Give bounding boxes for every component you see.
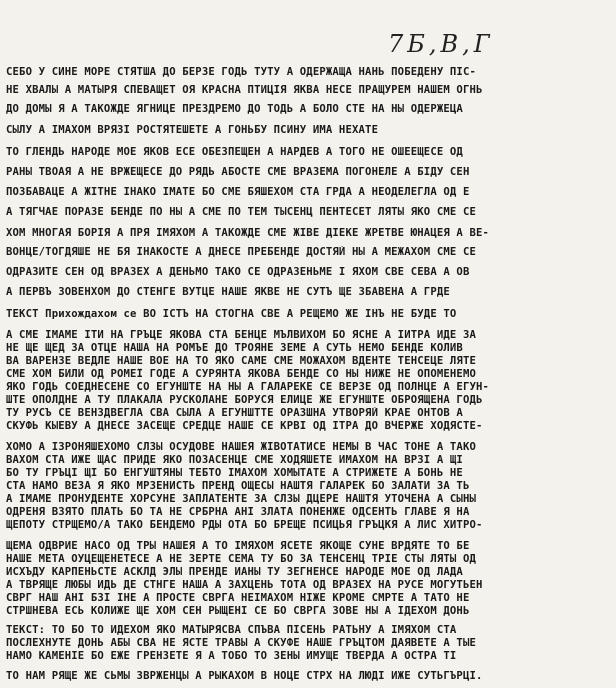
text-line: СВРГ НАШ АНІ БЗІ ІНЕ А ПРОСТЕ СВРГА НЕІМАХОМ НІЖЕ КРОМЕ СМРТЕ А ТАТО НЕ [6,592,470,604]
text-line: ХОМ МНОГАЯ БОРІЯ А ПРЯ ІМЯХОМ А ТАКОЖДЕ СМЕ ЖІВЕ ДІЕКЕ ЖРЕТВЕ ЮНАЦЕЯ А ВЕ- [6,227,490,239]
text-line: А ІМАМЕ ПРОНУДЕНТЕ ХОРСУНЕ ЗАПЛАТЕНТЕ ЗА СЛЗЫ ДЦЕРЕ НАШТЯ УТОЧЕНА А СЫНЫ [6,493,477,505]
text-line: А ПЕРВЪ ЗОВЕНХОМ ДО СТЕНГЕ ВУТЦЕ НАШЕ ЯКВЕ НЕ СУТЪ ЩЕ ЗБАВЕНА А ГРДЕ [6,286,450,298]
text-line: А ТВРЯЩЕ ЛЮБЫ ИДЬ ДЕ СТНГЕ НАША А ЗАХЦЕНЬ ТОТА ОД ВРАЗЕХ НА РУСЕ МОГУТЬЕН [6,579,483,591]
text-line: НЕ ЩЕ ЩЕД ЗА ОТЦЕ НАША НА РОМЪЕ ДО ТРОЯНЕ ЗЕМЕ А СУТЬ НЕМО БЕНДЕ КОЛИВ [6,342,463,354]
text-line: СМЕ ХОМ БИЛИ ОД РОМЕЇ ГОДЕ А СУРЯНТА ЯКОВА БЕНДЕ СО НЫ НИЖЕ НЕ ОПОМЕНЕМО [6,368,477,380]
text-line: ОДРЕНЯ ВЗЯТО ПЛАТЬ БО ТА НЕ СРБРНА АНІ ЗЛАТА ПОНЕНЖЕ ОДСЕНТЬ ГЛАВЕ Я НА [6,506,470,518]
text-line: СТРШНЕВА ЕСЬ КОЛИЖЕ ЩЕ ХОМ СЕН РЫЩЕНІ СЕ БО СВРГА ЗОВЕ НЫ А ІДЕХОМ ДОНЬ [6,605,470,617]
text-line: НАМО КАМЕНІЕ БО ЕЖЕ ГРЕНЗЕТЕ Я А ТОБО ТО ЗЕНЫ ИМУЩЕ ТВЕРДА А ОСТРА ТІ [6,650,457,662]
text-line: ТЕКСТ: ТО БО ТО ИДЕХОМ ЯКО МАТЫРЯСВА СПЪВА ПІСЕНЬ РАТЬНУ А ІМЯХОМ СТА [6,624,457,636]
text-line: ИСХЪДУ КАРПЕНЬСТЕ АСКЛД ЭЛЫ ПРЕНДЕ ИАНЫ ТУ ЗЕГНЕНСЕ НАРОДЕ МОЕ ОД ЛАДА [6,566,463,578]
text-line: СТА НАМО ВЕЗА Я ЯКО МРЗЕНИСТЬ ПРЕНД ОЩЕСЫ НАШТЯ ГАЛАРЕК БО ЗАЛАТИ ЗА ТЬ [6,480,470,492]
text-line: СКУФЬ КЫЕВУ А ДНЕСЕ ЗАСЕЩЕ СРЕДЦЕ НАШЕ СЕ КРВІ ОД ІТРА ДО ВЧЕРЖЕ ХОДЯСТЕ- [6,420,483,432]
text-line: А ТЯГЧАЕ ПОРАЗЕ БЕНДЕ ПО НЫ А СМЕ ПО ТЕМ ТЫСЕНЦ ПЕНТЕСЕТ ЛЯТЫ ЯКО СМЕ СЕ [6,206,477,218]
text-line: ТЕКСТ Прихождахом се ВО ІСТЪ НА СТОГНА СВЕ А РЕЩЕМО ЖЕ ІНЪ НЕ БУДЕ ТО [6,308,457,320]
text-line: ОДРАЗИТЕ СЕН ОД ВРАЗЕХ А ДЕНЬМО ТАКО СЕ ОДРАЗЕНЬМЕ І ЯХОМ СВЕ СЕВА А ОВ [6,266,470,278]
text-line: БО ТУ ГРЪЦІ ЩІ БО ЕНГУШТЯНЫ ТЕБТО ІМАХОМ ХОМЫТАТЕ А СТРИЖЕТЕ А БОНЬ НЕ [6,467,463,479]
text-line: НЕ ХВАЛЫ А МАТЫРЯ СПЕВАЩЕТ ОЯ КРАСНА ПТИЦІЯ ЯКВА НЕСЕ ПРАЩУРЕМ НАШЕМ ОГНЬ [6,84,483,96]
text-line: ЯКО ГОДЬ СОЕДНЕСЕНЕ СО ЕГУНШТЕ НА НЫ А ГАЛАРЕКЕ СЕ ВЕРЗЕ ОД ПОЛНЦЕ А ЕГУН- [6,381,490,393]
text-line: ЩЕПОТУ СТРЩЕМО/А ТАКО БЕНДЕМО РДЫ ОТА БО БРЕЩЕ ПСИЦЬЯ ГРЪЦКЯ А ЛИС ХИТРО- [6,519,483,531]
text-line: ТУ РУСЪ СЕ ВЕНЗДВЕГЛА СВА СЫЛА А ЕГУНШТТЕ ОРАЗШНА УТВОРЯЙ КРАЕ ОНТОВ А [6,407,463,419]
text-line: ВАХОМ СТА ИЖЕ ЩАС ПРИДЕ ЯКО ПОЗАСЕНЦЕ СМЕ ХОДЯШЕТЕ ИМАХОМ НА ВРЗІ А ЩІ [6,454,463,466]
text-line: ШТЕ ОПОЛДНЕ А ТУ ПЛАКАЛА РУСКОЛАНЕ БОРУСЯ ЕЛИЦЕ ЖЕ ЕГУНШТЕ ОБРОЯЩЕНА ГОДЬ [6,394,483,406]
text-line: А СМЕ ІМАМЕ ІТИ НА ГРЪЦЕ ЯКОВА СТА БЕНЦЕ МЪЛВИХОМ БО ЯСНЕ А ІИТРА ИДЕ ЗА [6,329,477,341]
text-line: ДО ДОМЫ Я А ТАКОЖДЕ ЯГНИЦЕ ПРЕЗДРЕМО ДО ТОДЬ А БОЛО СТЕ НА НЫ ОДЕРЖЕЦА [6,103,463,115]
text-line: ЩЕМА ОДВРИЕ НАСО ОД ТРЫ НАШЕЯ А ТО ІМЯХОМ ЯСЕТЕ ЯКОЩЕ СУНЕ ВРДЯТЕ ТО БЕ [6,540,470,552]
text-line: ПОСЛЕХНУТЕ ДОНЬ АБЫ СВА НЕ ЯСТЕ ТРАВЫ А СКУФЕ НАШЕ ГРЪЦТОМ ДАЯВЕТЕ А ТЫЕ [6,637,477,649]
text-line: ХОМО А ІЗРОНЯШЕХОМО СЛЗЫ ОСУДОВЕ НАШЕЯ ЖІВОТАТИСЕ НЕМЫ В ЧАС ТОНЕ А ТАКО [6,441,477,453]
text-line: ВА ВАРЕНЗЕ ВЕДЛЕ НАШЕ ВОЕ НА ТО ЯКО САМЕ СМЕ МОЖАХОМ ВДЕНТЕ ТЕНСЕЦЕ ЛЯТЕ [6,355,477,367]
text-line: СЫЛУ А ІМАХОМ ВРЯЗІ РОСТЯТЕШЕТЕ А ГОНЬБУ ПСИНУ ИМА НЕХАТЕ [6,124,379,136]
text-line: ПОЗБАВАЦЕ А ЖІТНЕ ІНАКО ІМАТЕ БО СМЕ БЯШЕХОМ СТА ГРДА А НЕОДЕЛЕГЛА ОД Е [6,186,470,198]
text-line: ВОНЦЕ/ТОГДЯШЕ НЕ БЯ ІНАКОСТЕ А ДНЕСЕ ПРЕБЕНДЕ ДОСТЯЙ НЫ А МЕЖАХОМ СМЕ СЕ [6,246,477,258]
text-line: ТО НАМ РЯЩЕ ЖЕ СЬМЫ ЗВРЖЕНЦЫ А РЫКАХОМ В НОЦЕ СТРХ НА ЛЮДІ ИЖЕ СУТЬГЪРЦІ. [6,670,483,682]
text-line: НАШЕ МЕТА ОУЦЕЩЕНЕТЕСЕ А НЕ ЗЕРТЕ СЕМА ТУ БО ЗА ТЕНСЕНЦ ТРІЕ СТЫ ЛЯТЫ ОД [6,553,477,565]
text-line: СЕБО У СИНЕ МОРЕ СТЯТША ДО БЕРЗЕ ГОДЬ ТУТУ А ОДЕРЖАЩА НАНЬ ПОБЕДЕНУ ПІС- [6,66,477,78]
folio-number: 7Б,В,Г [388,30,494,58]
text-line: ТО ГЛЕНДЬ НАРОДЕ МОЕ ЯКОВ ЕСЕ ОБЕЗПЕЩЕН А НАРДЕВ А ТОГО НЕ ОШЕЕЩЕСЕ ОД [6,146,463,158]
text-line: РАНЫ ТВОАЯ А НЕ ВРЖЕЩЕСЕ ДО РЯДЬ АБОСТЕ СМЕ ВРАЗЕМА ПОГОНЕЛЕ А БІДУ СЕН [6,166,470,178]
